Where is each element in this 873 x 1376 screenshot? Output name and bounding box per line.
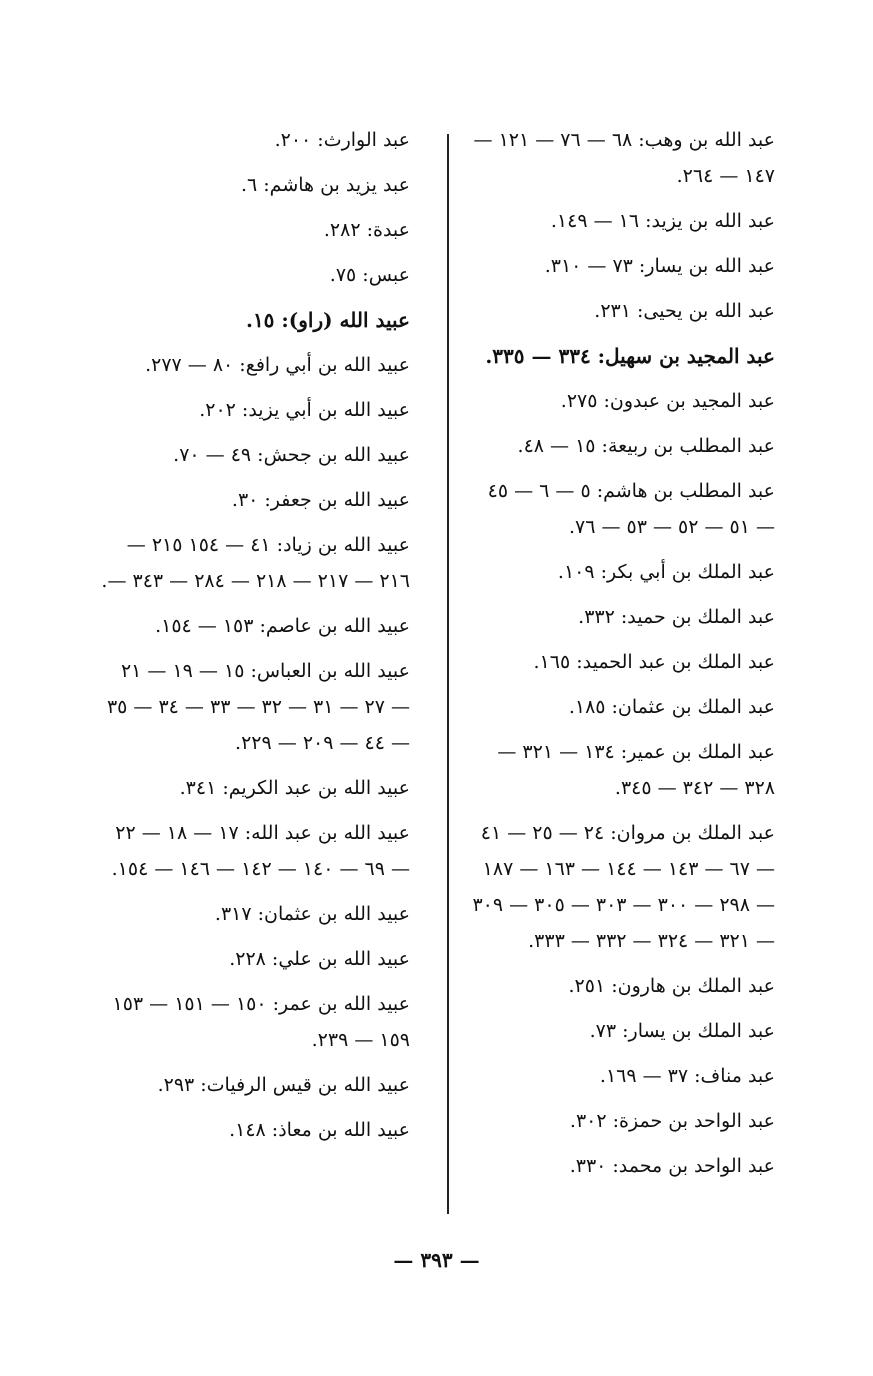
- index-entry: عبد الملك بن أبي بكر: ١٠٩.: [557, 561, 775, 583]
- index-entry: عبيد الله بن زياد: ٤١ — ١٥٤ ٢١٥ — ٢١٦ — ٢١٧ — ٢١٨ — ٢٨٤ — ٣٤٣ —.: [101, 534, 410, 592]
- index-entry: عبد مناف: ٣٧ — ١٦٩.: [599, 1065, 775, 1087]
- index-entry: عبد الله بن يزيد: ١٦ — ١٤٩.: [550, 210, 775, 232]
- index-entry: عبيد الله بن جعفر: ٣٠.: [231, 489, 410, 511]
- index-entry: عبد الله بن يحيى: ٢٣١.: [594, 300, 775, 322]
- index-entry: عبس: ٧٥.: [329, 264, 410, 286]
- index-entry: عبد المجيد بن عبدون: ٢٧٥.: [560, 390, 775, 412]
- index-entry: عبيد الله بن علي: ٢٢٨.: [229, 948, 410, 970]
- index-entry: عبد الواحد بن حمزة: ٣٠٢.: [569, 1110, 775, 1132]
- index-entry: عبد الملك بن حميد: ٣٣٢.: [578, 606, 775, 628]
- index-entry: عبد الواحد بن محمد: ٣٣٠.: [569, 1155, 775, 1177]
- index-entry: عبدة: ٢٨٢.: [323, 219, 410, 241]
- index-entry: عبيد الله بن عمر: ١٥٠ — ١٥١ — ١٥٣ ١٥٩ — ٢٣٩.: [112, 993, 410, 1051]
- index-entry: عبد يزيد بن هاشم: ٦.: [240, 174, 410, 196]
- index-entry: عبيد الله بن أبي يزيد: ٢٠٢.: [199, 399, 410, 421]
- index-entry: عبد الملك بن عبد الحميد: ١٦٥.: [533, 651, 775, 673]
- index-entry: عبيد الله (راو): ١٥.: [245, 308, 410, 332]
- index-column-left: [98, 122, 410, 1157]
- index-entry: عبد الملك بن مروان: ٢٤ — ٢٥ — ٤١ — ٦٧ — ١٤٣ — ١٤٤ — ١٦٣ — ١٨٧ — ٢٩٨ — ٣٠٠ — ٣٠٣ — ٣٠٥ — ٣٠٩ — ٣٢١ — ٣٢٤ — ٣٣٢ — ٣٣٣.: [472, 822, 775, 952]
- index-entry: عبيد الله بن العباس: ١٥ — ١٩ — ٢١ — ٢٧ — ٣١ — ٣٢ — ٣٣ — ٣٤ — ٣٥ — ٤٤ — ٢٠٩ — ٢٢٩.: [106, 660, 410, 754]
- index-entry: عبيد الله بن عبد الله: ١٧ — ١٨ — ٢٢ — ٦٩ — ١٤٠ — ١٤٢ — ١٤٦ — ١٥٤.: [111, 822, 410, 880]
- index-entry: عبيد الله بن عبد الكريم: ٣٤١.: [179, 777, 410, 799]
- index-entry: عبد الملك بن يسار: ٧٣.: [589, 1020, 775, 1042]
- index-entry: عبد المطلب بن ربيعة: ١٥ — ٤٨.: [517, 435, 775, 457]
- index-entry: عبد الملك بن عثمان: ١٨٥.: [568, 696, 775, 718]
- index-entry: عبيد الله بن عثمان: ٣١٧.: [214, 903, 410, 925]
- index-column-right: [465, 122, 775, 1193]
- index-entry: عبد الوارث: ٢٠٠.: [274, 129, 410, 151]
- index-entry: عبيد الله بن معاذ: ١٤٨.: [229, 1119, 410, 1141]
- index-entry: عبد المطلب بن هاشم: ٥ — ٦ — ٤٥ — ٥١ — ٥٢ — ٥٣ — ٧٦.: [487, 480, 775, 538]
- index-entry: عبد الملك بن عمير: ١٣٤ — ٣٢١ — ٣٢٨ — ٣٤٢ — ٣٤٥.: [497, 741, 775, 799]
- index-entry: عبيد الله بن أبي رافع: ٨٠ — ٢٧٧.: [145, 354, 410, 376]
- index-entry: عبيد الله بن عاصم: ١٥٣ — ١٥٤.: [155, 615, 410, 637]
- index-entry: عبد الله بن وهب: ٦٨ — ٧٦ — ١٢١ — ١٤٧ — ٢٦٤.: [473, 129, 775, 187]
- column-divider: [447, 134, 449, 1214]
- index-entry: عبد الله بن يسار: ٧٣ — ٣١٠.: [544, 255, 775, 277]
- index-entry: عبد المجيد بن سهيل: ٣٣٤ — ٣٣٥.: [485, 344, 775, 368]
- index-entry: عبيد الله بن جحش: ٤٩ — ٧٠.: [173, 444, 410, 466]
- index-entry: عبد الملك بن هارون: ٢٥١.: [568, 975, 775, 997]
- page-number: — ٣٩٣ —: [393, 1248, 480, 1272]
- index-entry: عبيد الله بن قيس الرفيات: ٢٩٣.: [157, 1074, 410, 1096]
